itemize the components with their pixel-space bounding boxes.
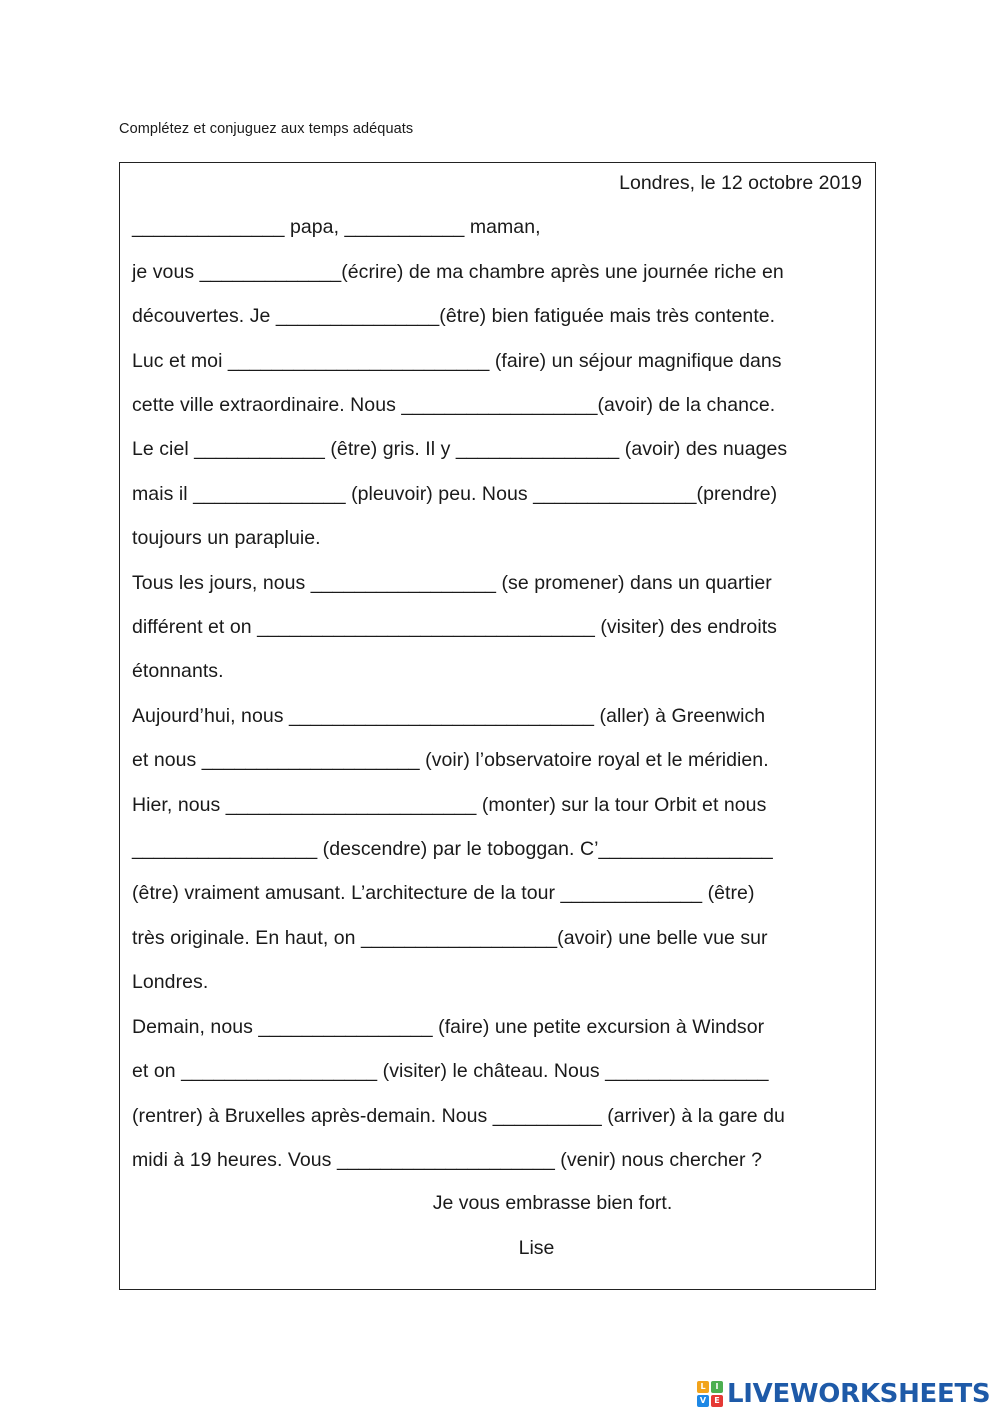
- logo-tile: I: [711, 1381, 723, 1393]
- letter-line: Demain, nous ________________ (faire) une petite excursion à Windsor: [132, 1016, 765, 1038]
- letter-line: Tous les jours, nous _________________ (se promener) dans un quartier: [132, 572, 772, 594]
- letter-line: (rentrer) à Bruxelles après-demain. Nous __________ (arriver) à la gare du: [132, 1105, 785, 1127]
- letter-line: et nous ____________________ (voir) l’observatoire royal et le méridien.: [132, 749, 769, 771]
- letter-line: différent et on _______________________________ (visiter) des endroits: [132, 616, 777, 638]
- letter-line: étonnants.: [132, 660, 224, 682]
- letter-signature: Lise: [518, 1237, 555, 1259]
- letter-line: Luc et moi ________________________ (faire) un séjour magnifique dans: [132, 350, 782, 372]
- letter-line: Le ciel ____________ (être) gris. Il y _______________ (avoir) des nuages: [132, 438, 788, 460]
- liveworksheets-watermark: [697, 1378, 990, 1410]
- logo-tile: L: [697, 1381, 709, 1393]
- letter-date: Londres, le 12 octobre 2019: [619, 172, 862, 194]
- logo-tile: E: [711, 1395, 723, 1407]
- letter-line: Aujourd’hui, nous ____________________________ (aller) à Greenwich: [132, 705, 766, 727]
- letter-line-greeting: ______________ papa, ___________ maman,: [132, 216, 541, 238]
- letter-line: toujours un parapluie.: [132, 527, 321, 549]
- letter-line: Hier, nous _______________________ (monter) sur la tour Orbit et nous: [132, 794, 767, 816]
- letter-closing: Je vous embrasse bien fort.: [432, 1192, 673, 1214]
- instruction-text: Complétez et conjuguez aux temps adéquats: [119, 121, 414, 137]
- letter-line: _________________ (descendre) par le toboggan. C’________________: [132, 838, 773, 860]
- watermark-text: LIVEWORKSHEETS: [727, 1379, 991, 1409]
- letter-line: découvertes. Je _______________(être) bien fatiguée mais très contente.: [132, 305, 776, 327]
- liveworksheets-logo-icon: [697, 1381, 723, 1407]
- letter-line: mais il ______________ (pleuvoir) peu. Nous _______________(prendre): [132, 483, 778, 505]
- letter-line: (être) vraiment amusant. L’architecture de la tour _____________ (être): [132, 882, 755, 904]
- letter-line: Londres.: [132, 971, 209, 993]
- letter-line: très originale. En haut, on __________________(avoir) une belle vue sur: [132, 927, 768, 949]
- letter-line: et on __________________ (visiter) le château. Nous _______________: [132, 1060, 769, 1082]
- letter-line: je vous _____________(écrire) de ma chambre après une journée riche en: [132, 261, 784, 283]
- letter-box: [119, 162, 876, 1290]
- letter-line: midi à 19 heures. Vous ____________________ (venir) nous chercher ?: [132, 1149, 762, 1171]
- logo-tile: V: [697, 1395, 709, 1407]
- letter-line: cette ville extraordinaire. Nous __________________(avoir) de la chance.: [132, 394, 776, 416]
